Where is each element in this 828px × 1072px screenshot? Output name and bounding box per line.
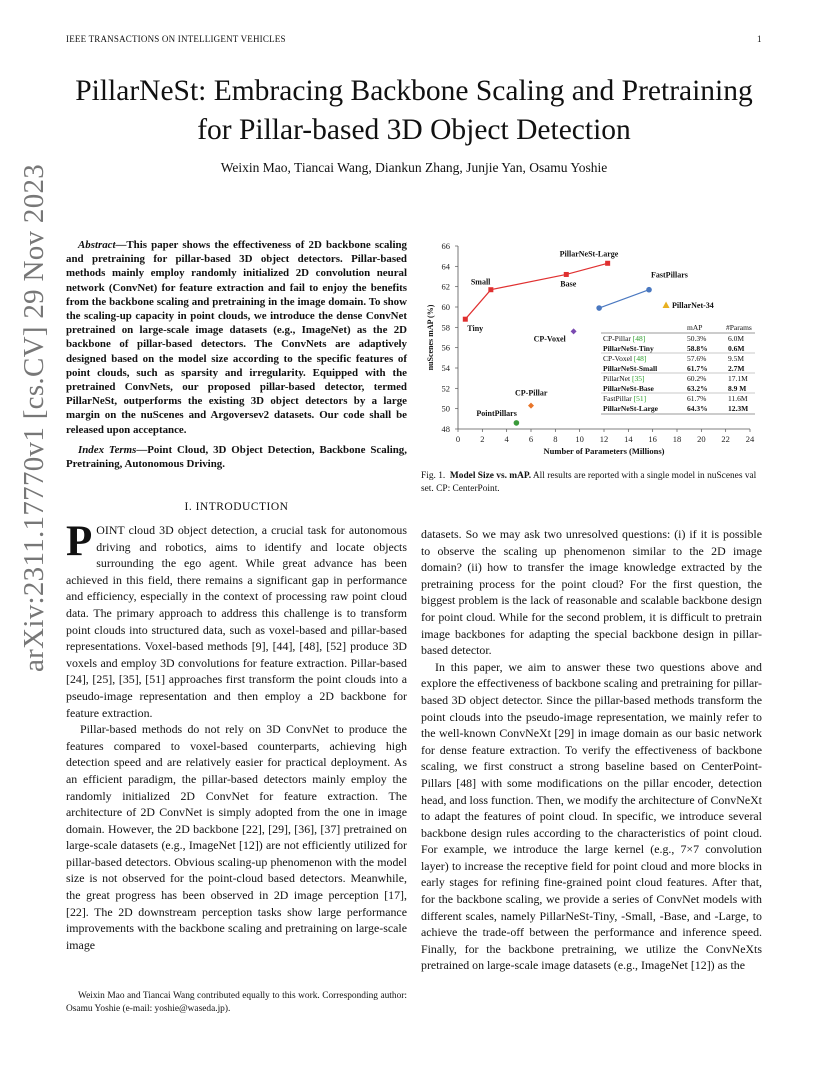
table-header-params: #Params [726, 323, 752, 332]
table-row-map: 50.3% [687, 334, 707, 343]
caption-text: All results are reported with a single model in nuScenes val set. CP: CenterPoint. [421, 471, 757, 494]
y-tick-label: 60 [441, 302, 450, 312]
marker-square [463, 317, 468, 322]
x-tick-label: 20 [697, 434, 706, 444]
table-row-params: 12.3M [728, 404, 749, 413]
y-tick-label: 58 [441, 322, 450, 333]
marker-diamond [528, 403, 534, 409]
abstract-block [66, 238, 407, 471]
figure-chart [418, 236, 768, 462]
table-row-method: PillarNet [35] [603, 374, 645, 383]
intro-left-column [66, 518, 407, 953]
footnote: Weixin Mao and Tiancai Wang contributed equally to this work. Corresponding author: Osamu Yoshie (e-mail: yoshie@waseda.jp). [66, 991, 407, 1014]
intro-paragraph-2: Pillar-based methods do not rely on 3D ConvNet to produce the features compared to voxel-based counterparts, achieving high detection speed and are relatively easier for practical deployment. As an efficient paradigm, the pillar-based detectors mainly employ the randomly initialized 2D ConvNet for feature extraction. The architecture of 2D ConvNet is simply adopted from the one in image domain. However, the 2D backbone [22], [29], [36], [37] pretrained on large-scale datasets (e.g., ImageNet [12]) are not efficiently utilized for pillar-based detectors. Obvious scaling-up phenomenon with the model size is not observed for the point-cloud based detectors. Meanwhile, the great progress has been observed in 2D image perception [17], [22]. The 2D downstream perception tasks show large performance improvements with the backbone scaling and pretraining on large-scale image [66, 722, 407, 952]
marker-circle [596, 305, 602, 311]
point-label: CP-Pillar [515, 388, 548, 398]
table-row-params: 0.6M [728, 344, 745, 353]
table-header-map: mAP [687, 323, 703, 332]
abstract-text: —This paper shows the effectiveness of 2D backbone scaling and pretraining for pillar-based 3D object detectors. Pillar-based methods mainly employ randomly initialized 2D convolution neural network (ConvNet) for feature extraction and fail to enjoy the benefits from the backbone scaling and pretraining in the image domain. To show the scaling-up capacity in point clouds, we introduce the dense ConvNet pretrained on large-scale image datasets (e.g., ImageNet) as the 2D backbone of pillar-based detectors. The ConvNets are adaptively designed based on the model size according to the specific features of point clouds, such as sparsity and irregularity. Equipped with the pretrained ConvNets, our proposed pillar-based detector, termed PillarNeSt, outperforms the existing 3D object detectors by a large margin on the nuScenes and Argoversev2 datasets. Our code shall be released upon acceptance. [66, 239, 407, 436]
table-row-params: 9.5M [728, 354, 745, 363]
table-row-method: PillarNeSt-Tiny [603, 344, 654, 353]
x-tick-label: 2 [480, 434, 485, 444]
marker-diamond [571, 328, 577, 334]
point-label: CP-Voxel [533, 334, 566, 344]
author-list: Weixin Mao, Tiancai Wang, Diankun Zhang, Junjie Yan, Osamu Yoshie [220, 160, 608, 175]
table-row-cite: [35] [630, 374, 645, 383]
y-tick-label: 64 [441, 261, 450, 272]
x-tick-label: 14 [624, 434, 633, 444]
table-row-params: 2.7M [728, 364, 745, 373]
y-axis-title: nuScenes mAP (%) [426, 304, 435, 371]
table-row-params: 8.9 M [728, 384, 747, 393]
point-label: Base [560, 279, 577, 289]
table-row-params: 17.1M [728, 374, 748, 383]
marker-circle [646, 287, 652, 293]
table-row-map: 64.3% [687, 404, 708, 413]
series-line-fastpillars [599, 290, 649, 308]
y-tick-label: 56 [441, 342, 450, 353]
caption-bold: Model Size vs. mAP. [449, 471, 532, 481]
table-row-params: 6.0M [728, 334, 745, 343]
marker-square [564, 272, 569, 277]
table-row-map: 61.7% [687, 364, 708, 373]
x-tick-label: 4 [504, 434, 509, 444]
table-row-method: PillarNeSt-Base [603, 384, 654, 393]
y-tick-label: 62 [441, 281, 450, 292]
table-row-map: 61.7% [687, 394, 707, 403]
table-row-cite: [48] [630, 334, 646, 343]
x-tick-label: 8 [553, 434, 558, 444]
x-tick-label: 10 [575, 434, 584, 444]
dropcap: P [66, 518, 93, 565]
point-label: Tiny [467, 324, 484, 334]
series-line-pillarnest [465, 263, 607, 319]
table-row-method: PillarNeSt-Large [603, 404, 658, 413]
marker-square [488, 287, 493, 292]
point-label: PointPillars [476, 408, 517, 418]
point-label: FastPillars [651, 270, 688, 280]
figure-caption [421, 470, 762, 496]
table-row-method: PillarNeSt-Small [603, 364, 658, 373]
table-row-map: 63.2% [687, 384, 708, 393]
table-row-method: CP-Voxel [48] [603, 354, 647, 363]
x-axis-title: Number of Parameters (Millions) [543, 446, 665, 456]
table-row-params: 11.6M [728, 394, 748, 403]
intro-paragraph-1 [66, 518, 407, 721]
marker-square [605, 261, 610, 266]
y-tick-label: 52 [441, 383, 450, 394]
section-heading: I. INTRODUCTION [184, 501, 289, 513]
point-label: Small [470, 277, 491, 287]
journal-header: IEEE TRANSACTIONS ON INTELLIGENT VEHICLES [66, 34, 286, 44]
marker-triangle [663, 301, 670, 308]
y-tick-label: 54 [441, 363, 450, 373]
y-tick-label: 48 [441, 424, 450, 434]
abstract [66, 238, 407, 437]
marker-circle [514, 420, 520, 426]
y-tick-label: 50 [441, 403, 450, 414]
index-terms [66, 443, 407, 471]
x-tick-label: 0 [455, 434, 461, 444]
abstract-label: Abstract [78, 239, 116, 251]
point-label: PillarNet-34 [672, 300, 714, 310]
x-tick-label: 16 [648, 434, 657, 444]
index-terms-text: —Point Cloud, 3D Object Detection, Backbone Scaling, Pretraining, Autonomous Driving. [66, 443, 407, 471]
x-tick-label: 6 [528, 434, 534, 444]
arxiv-identifier: arXiv:2311.17770v1 [cs.CV] 29 Nov 2023 [18, 163, 50, 672]
table-row-map: 57.6% [687, 354, 707, 363]
table-row-cite: [51] [631, 394, 647, 403]
table-row-map: 60.2% [687, 374, 707, 383]
x-tick-label: 18 [672, 434, 682, 444]
caption-label: Fig. 1. [421, 471, 446, 481]
x-tick-label: 22 [721, 434, 730, 444]
y-tick-label: 66 [441, 241, 450, 251]
paper-title: PillarNeSt: Embracing Backbone Scaling and Pretraining for Pillar-based 3D Object Detection [75, 75, 753, 146]
intro-right-column [421, 526, 762, 974]
intro-paragraph-1-text: OINT cloud 3D object detection, a crucial task for autonomous driving and robotics, aims to identify and locate objects surrounding the ego agent. While great advance has been achieved in this field, there remains a significant gap in performance and efficiency, especially in the context of processing raw point cloud data. The primary approach to address this challenge is to transform point clouds into structured data, such as voxel-based and pillar-based representations. Voxel-based methods [9], [44], [48], [52] produce 3D voxels and employ 3D convolutions for feature extraction. Pillar-based [24], [25], [35], [51] approaches first transform the point clouds into a pseudo-image representation and then employ a 2D backbone for feature extraction. [66, 523, 407, 720]
table-row-map: 58.8% [687, 344, 708, 353]
page-number: 1 [757, 34, 762, 44]
intro-right-paragraph-1: datasets. So we may ask two unresolved questions: (i) if it is possible to observe the scaling up phenomenon similar to the 2D image domain? (ii) how to transfer the image knowledge extracted by the pretraining process for the point cloud? For the first question, the biggest problem is the lack of reasonable and scalable backbone design for point cloud. While for the second problem, it is difficult to pretrain image backbones for adapting the special backbone design in pillar-based detector. [421, 527, 762, 658]
table-row-method: CP-Pillar [48] [603, 334, 646, 343]
intro-right-paragraph-2: In this paper, we aim to answer these two questions above and explore the effectiveness of backbone scaling and pretraining for pillar-based 3D object detector. Since the pillar-based methods transform the point clouds into the pseudo-image representation, we mainly refer to the well-known ConvNeXt [29] in image domain as our basic network for dense feature extraction. To verify the effectiveness of backbone scaling, we first construct a strong baseline based on CenterPoint-Pillars [48] with some modifications on the pillar encoder, detection head, and loss function. Then, we modify the architecture of ConvNeXt to adapt the features of point cloud. In specific, we introduce several backbone design rules according to the characteristics of point cloud. For example, we introduce the large kernel (e.g., 7×7 convolution layer) to increase the receptive field for point cloud and more blocks in early stages for refining fine-grained point cloud features. After that, for the backbone scaling, we provide a series of ConvNet models with different scales, namely PillarNeSt-Tiny, -Small, -Base, and -Large, to achieve the trade-off between the performance and inference speed. Finally, for the backbone pretraining, we utilize the ConvNeXts pretrained on large-scale image datasets (e.g., ImageNet [12]) as the [421, 659, 762, 973]
table-row-cite: [48] [632, 354, 647, 363]
x-tick-label: 24 [745, 434, 755, 444]
index-terms-label: Index Terms [78, 443, 137, 456]
x-tick-label: 12 [599, 434, 609, 444]
point-label: PillarNeSt-Large [559, 249, 619, 259]
table-row-method: FastPillar [51] [603, 394, 647, 403]
